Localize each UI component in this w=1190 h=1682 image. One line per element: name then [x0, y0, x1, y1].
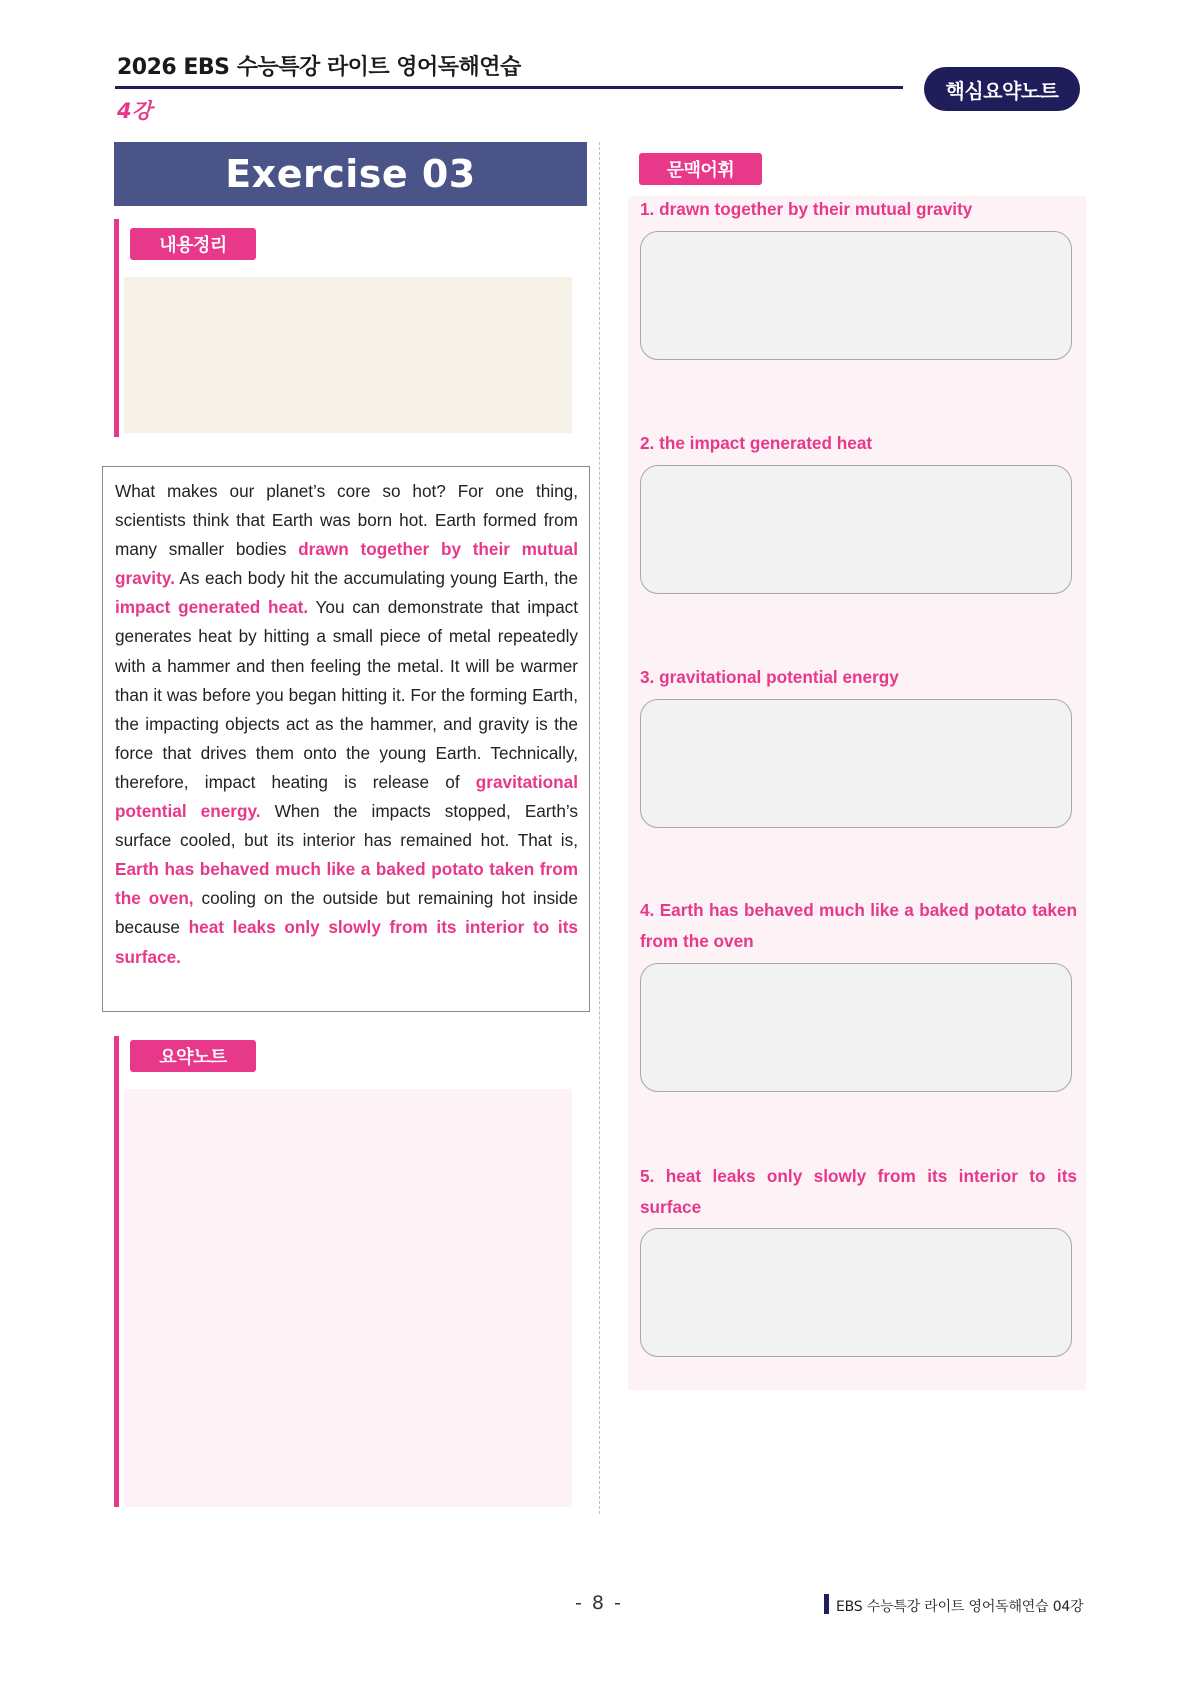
vocab-item-label: 1. drawn together by their mutual gravity [640, 199, 973, 219]
document-title: 2026 EBS 수능특강 라이트 영어독해연습 [117, 55, 521, 80]
passage-text: cooling on the outside but remaining hot inside because [115, 888, 578, 938]
vocab-answer-box[interactable] [640, 465, 1072, 594]
vocab-item-label: 5. heat leaks only slowly from its interior to its surface [640, 1166, 1077, 1217]
highlight-phrase: heat leaks only slowly from its interior to its surface. [115, 917, 578, 967]
content-section-bar [114, 219, 119, 437]
reading-passage [102, 466, 590, 1012]
summary-note-box[interactable] [124, 1089, 572, 1507]
passage-text: As each body hit the accumulating young Earth, the [174, 568, 578, 589]
highlight-phrase: drawn together by their mutual gravity. [115, 539, 578, 589]
summary-note-label: 요약노트 [130, 1040, 256, 1072]
passage-text: You can demonstrate that impact generates heat by hitting a small piece of metal repeatedly with a hammer and then feeling the metal. It will be warmer than it was before you began hitting it. For the forming Earth, the impacting objects act as the hammer, and gravity is the force that drives them onto the young Earth. Technically, therefore, impact heating is release of [115, 597, 578, 792]
passage-text: When the impacts stopped, Earth’s surface cooled, but its interior has remained hot. That is, [115, 801, 578, 851]
highlight-phrase: Earth has behaved much like a baked potato taken from the oven, [115, 859, 578, 909]
vocab-answer-box[interactable] [640, 699, 1072, 828]
section-badge: 핵심요약노트 [924, 67, 1080, 111]
content-summary-box[interactable] [124, 277, 572, 433]
vocab-item-label: 2. the impact generated heat [640, 433, 873, 453]
page-number: - 8 - [575, 1592, 623, 1614]
footer-text: EBS 수능특강 라이트 영어독해연습 04강 [836, 1599, 1084, 1615]
header-divider [115, 86, 903, 89]
column-divider [599, 142, 600, 1514]
summary-section-bar [114, 1036, 119, 1507]
content-summary-label: 내용정리 [130, 228, 256, 260]
exercise-title: Exercise 03 [114, 142, 587, 206]
passage-text: What makes our planet’s core so hot? For one thing, scientists think that Earth was born hot. Earth formed from many smaller bodies [115, 481, 578, 560]
lesson-number: 4강 [117, 99, 152, 123]
vocab-item-label: 3. gravitational potential energy [640, 667, 899, 687]
context-vocab-label: 문맥어휘 [639, 153, 762, 185]
highlight-phrase: impact generated heat. [115, 597, 309, 618]
highlight-phrase: gravitational potential energy. [115, 771, 578, 822]
vocab-answer-box[interactable] [640, 231, 1072, 360]
footer-accent-bar [824, 1594, 829, 1614]
vocab-answer-box[interactable] [640, 1228, 1072, 1357]
vocab-answer-box[interactable] [640, 963, 1072, 1092]
vocab-item-label: 4. Earth has behaved much like a baked potato taken from the oven [640, 900, 1077, 951]
